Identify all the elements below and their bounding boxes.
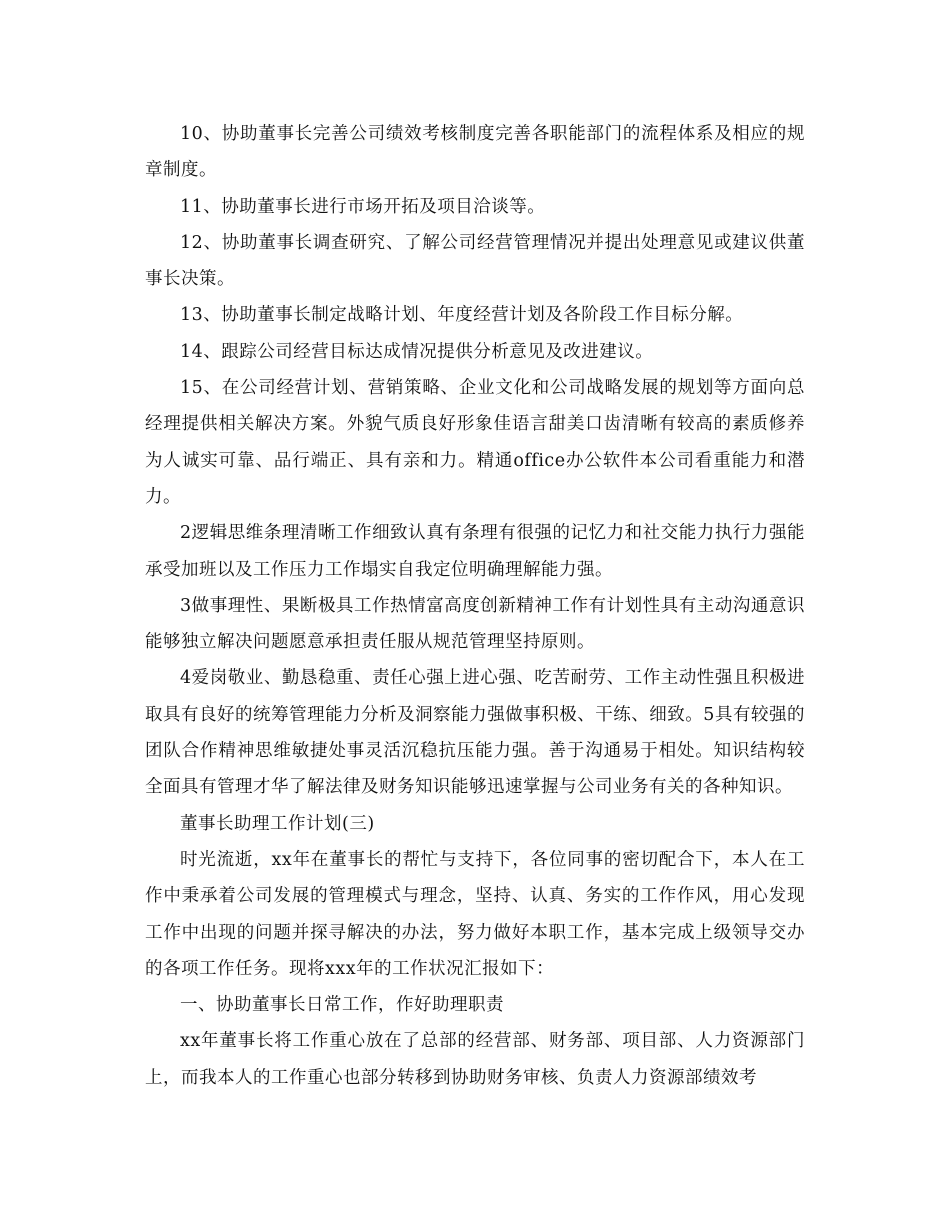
paragraph-requirement-4-5: 4爱岗敬业、勤恳稳重、责任心强上进心强、吃苦耐劳、工作主动性强且积极进取具有良好的统筹管理能力分析及洞察能力强做事积极、干练、细致。5具有较强的团队合作精神思维敏捷处事灵活沉稳抗压能力强。善于沟通易于相处。知识结构较全面具有管理才华了解法律及财务知识能够迅速掌握与公司业务有关的各种知识。 xyxy=(145,668,805,798)
paragraph-item-13: 13、协助董事长制定战略计划、年度经营计划及各阶段工作目标分解。 xyxy=(180,305,744,326)
paragraph-intro: 时光流逝，xx年在董事长的帮忙与支持下，各位同事的密切配合下，本人在工作中秉承着公司发展的管理模式与理念，坚持、认真、务实的工作作风，用心发现工作中出现的问题并探寻解决的办法，努力做好本职工作，基本完成上级领导交办的各项工作任务。现将xxx年的工作状况汇报如下： xyxy=(145,849,805,979)
paragraph-item-14: 14、跟踪公司经营目标达成情况提供分析意见及改进建议。 xyxy=(180,341,654,362)
paragraph-requirement-3: 3做事理性、果断极具工作热情富高度创新精神工作有计划性具有主动沟通意识能够独立解决问题愿意承担责任服从规范管理坚持原则。 xyxy=(145,595,805,653)
paragraph-requirement-2: 2逻辑思维条理清晰工作细致认真有条理有很强的记忆力和社交能力执行力强能承受加班以及工作压力工作塌实自我定位明确理解能力强。 xyxy=(145,523,805,580)
section-heading-part-one: 一、协助董事长日常工作，作好助理职责 xyxy=(180,995,504,1016)
document-body xyxy=(145,116,805,1096)
paragraph-item-10: 10、协助董事长完善公司绩效考核制度完善各职能部门的流程体系及相应的规章制度。 xyxy=(145,124,805,181)
paragraph-item-15: 15、在公司经营计划、营销策略、企业文化和公司战略发展的规划等方面向总经理提供相关解决方案。外貌气质良好形象佳语言甜美口齿清晰有较高的素质修养为人诚实可靠、品行端正、具有亲和力。精通office办公软件本公司看重能力和潜力。 xyxy=(145,378,805,507)
paragraph-item-11: 11、协助董事长进行市场开拓及项目洽谈等。 xyxy=(180,196,546,217)
paragraph-item-12: 12、协助董事长调查研究、了解公司经营管理情况并提出处理意见或建议供董事长决策。 xyxy=(145,232,805,290)
paragraph-part-one-body: xx年董事长将工作重心放在了总部的经营部、财务部、项目部、人力资源部门上，而我本人的工作重心也部分转移到协助财务审核、负责人力资源部绩效考 xyxy=(145,1031,805,1088)
section-heading-plan-three: 董事长助理工作计划(三) xyxy=(180,813,375,834)
